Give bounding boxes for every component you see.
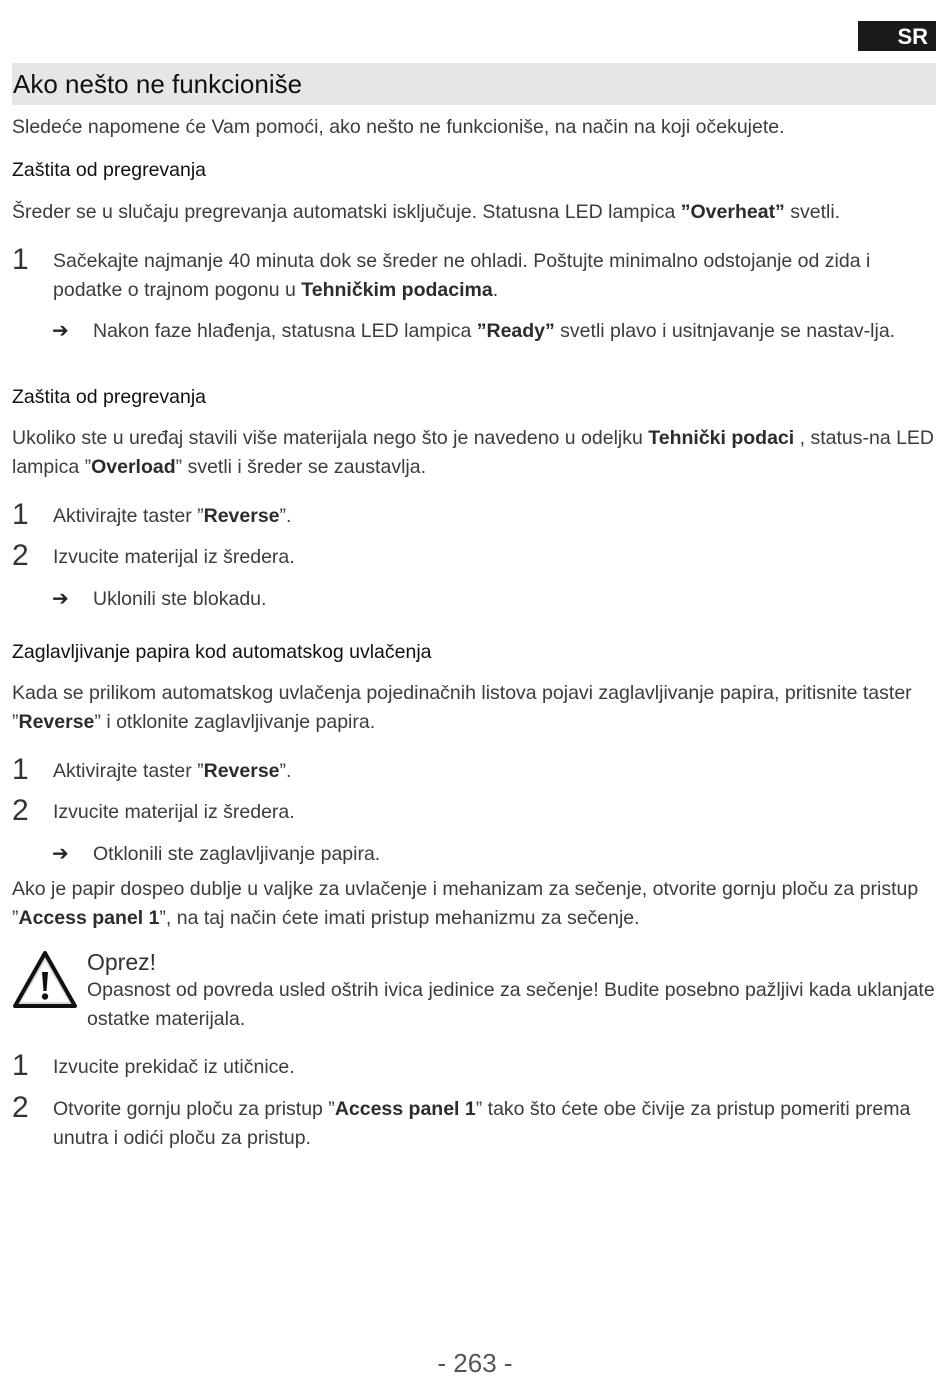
overload-paragraph: Ukoliko ste u uređaj stavili više materijala nego što je navedeno u odeljku Tehnički podaci , status-na LED lampica ”Overload” svetli i šreder se zaustavlja. xyxy=(12,427,935,478)
step-activate-reverse-2 xyxy=(12,753,937,786)
step-text: Aktivirajte taster ”Reverse”. xyxy=(53,760,292,782)
result-arrow-icon: ➔ xyxy=(52,588,69,610)
result-blockage-removed xyxy=(52,585,937,614)
step-number: 2 xyxy=(12,794,29,827)
step-number: 1 xyxy=(12,753,29,786)
step-remove-material xyxy=(12,539,937,572)
step-number: 1 xyxy=(12,1049,29,1082)
page-number: - 263 - xyxy=(437,1348,513,1378)
warning-triangle-icon xyxy=(12,950,78,1010)
step-number: 1 xyxy=(12,498,29,531)
step-text: Izvucite materijal iz šredera. xyxy=(53,801,295,823)
step-text: Otvorite gornju ploču za pristup ”Access panel 1” tako što ćete obe čivije za pristup pomeriti prema unutra i odići ploču za pristup. xyxy=(53,1098,911,1149)
section-heading-overheat: Zaštita od pregrevanja xyxy=(12,159,207,181)
access-panel-paragraph: Ako je papir dospeo dublje u valjke za uvlačenje i mehanizam za sečenje, otvorite gornju ploču za pristup ”Access panel 1”, na taj način ćete imati pristup mehanizmu za sečenje. xyxy=(12,878,919,929)
step-text: Izvucite prekidač iz utičnice. xyxy=(53,1056,295,1078)
title-bar xyxy=(12,63,936,105)
step-wait-cooldown xyxy=(12,243,937,305)
step-remove-material-2 xyxy=(12,794,937,827)
overheat-paragraph: Šreder se u slučaju pregrevanja automatski isključuje. Statusna LED lampica ”Overheat” svetli. xyxy=(12,201,841,223)
result-arrow-icon: ➔ xyxy=(52,843,69,865)
result-text: Nakon faze hlađenja, statusna LED lampica ”Ready” svetli plavo i usitnjavanje se nastav-lja. xyxy=(93,320,896,342)
language-tab: SR xyxy=(858,21,936,51)
result-text: Uklonili ste blokadu. xyxy=(93,588,267,610)
step-number: 2 xyxy=(12,539,29,572)
warning-text: Opasnost od povreda usled oštrih ivica jedinice za sečenje! Budite posebno pažljivi kada uklanjate ostatke materijala. xyxy=(87,979,935,1030)
step-number: 1 xyxy=(12,243,29,276)
step-text: Sačekajte najmanje 40 minuta dok se šreder ne ohladi. Poštujte minimalno odstojanje od zida i podatke o trajnom pogonu u Tehničkim podacima. xyxy=(53,250,871,301)
section-heading-paper-jam: Zaglavljivanje papira kod automatskog uvlačenja xyxy=(12,641,432,663)
result-jam-cleared xyxy=(52,840,937,869)
step-number: 2 xyxy=(12,1091,29,1124)
intro-paragraph: Sledeće napomene će Vam pomoći, ako nešto ne funkcioniše, na način na koji očekujete. xyxy=(12,116,785,138)
step-open-access-panel xyxy=(12,1091,937,1153)
step-activate-reverse xyxy=(12,498,937,531)
result-text: Otklonili ste zaglavljivanje papira. xyxy=(93,843,381,865)
result-arrow-icon: ➔ xyxy=(52,320,69,342)
step-text: Aktivirajte taster ”Reverse”. xyxy=(53,505,292,527)
page-title: Ako nešto ne funkcioniše xyxy=(13,69,303,99)
warning-title: Oprez! xyxy=(87,949,157,975)
step-unplug xyxy=(12,1049,937,1082)
result-ready xyxy=(52,317,937,346)
step-text: Izvucite materijal iz šredera. xyxy=(53,546,295,568)
section-heading-overload: Zaštita od pregrevanja xyxy=(12,386,207,408)
paper-jam-paragraph: Kada se prilikom automatskog uvlačenja pojedinačnih listova pojavi zaglavljivanje papira, pritisnite taster ”Reverse” i otklonite zaglavljivanje papira. xyxy=(12,682,912,733)
